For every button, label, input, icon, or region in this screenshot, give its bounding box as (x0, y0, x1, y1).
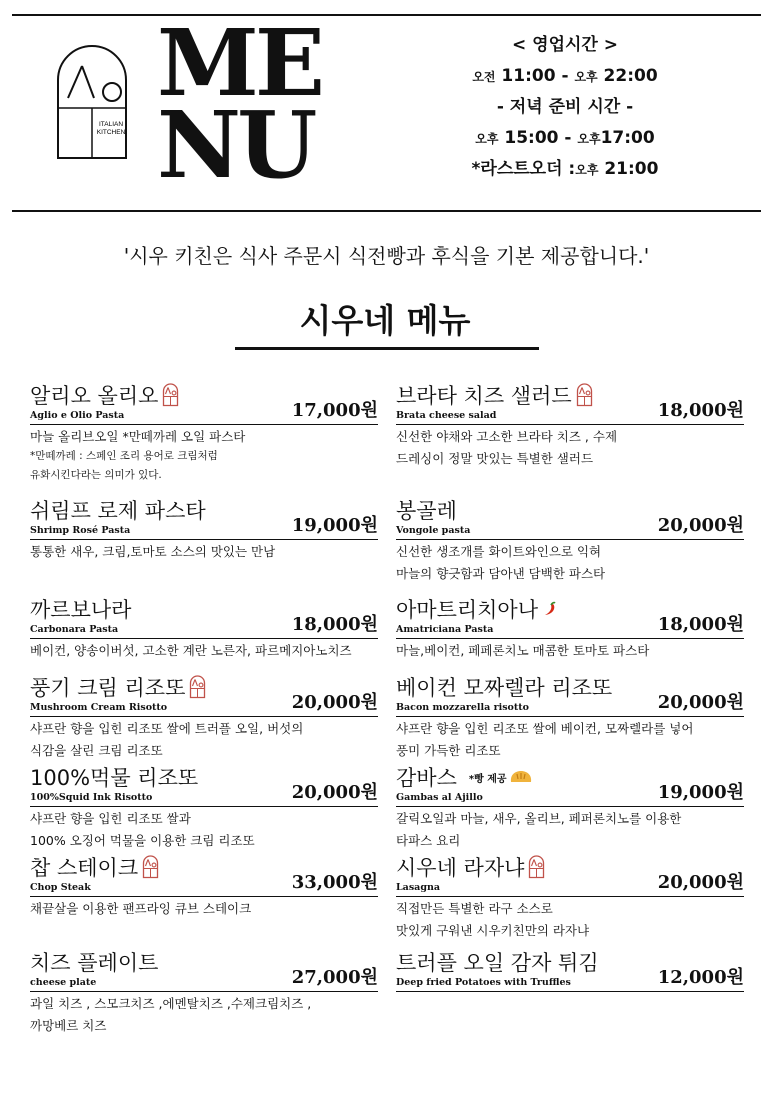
menu-item-description: 갈릭오일과 마늘, 새우, 올리브, 페퍼론치노를 이용한 (396, 811, 682, 826)
menu-item-price: 27,000원 (291, 967, 378, 988)
menu-item-name: 알리오 올리오 (30, 380, 179, 410)
menu-item-rule (396, 638, 744, 639)
menu-item-header (30, 493, 378, 536)
menu-item-header (396, 592, 744, 635)
menu-item-price: 19,000원 (657, 782, 744, 803)
menu-item-english-name: Amatriciana Pasta (396, 624, 494, 635)
menu-item-header (30, 760, 378, 803)
menu-item-price: 20,000원 (657, 515, 744, 536)
menu-item-header (30, 378, 378, 421)
siwoo-stamp-icon (142, 855, 159, 879)
menu-item (30, 760, 378, 851)
last-order: *라스트오더 :오후 21:00 (471, 159, 659, 179)
menu-item (396, 493, 744, 584)
business-hours (445, 30, 685, 185)
menu-item-header (396, 670, 744, 713)
menu-item-rule (396, 716, 744, 717)
menu-item-name: 베이컨 모짜렐라 리조또 (396, 676, 613, 700)
menu-item-name: 시우네 라자냐 (396, 852, 545, 882)
section-title-underline (235, 347, 539, 350)
menu-item-header (396, 850, 744, 893)
menu-item-header (396, 493, 744, 536)
menu-item-name: 아마트리치아나 (396, 594, 558, 624)
menu-item-description: 베이컨, 양송이버섯, 고소한 계란 노른자, 파르메지아노치즈 (30, 643, 352, 658)
menu-item-price: 20,000원 (291, 782, 378, 803)
menu-item-description: 과일 치즈 , 스모크치즈 ,에멘탈치즈 ,수제크림치즈 , (30, 996, 312, 1011)
menu-item-description: 신선한 생조개를 화이트와인으로 익혀 (396, 544, 602, 559)
menu-item (30, 850, 378, 919)
siwoo-logo-icon (54, 42, 130, 162)
menu-item-price: 18,000원 (657, 614, 744, 635)
menu-item-name: 치즈 플레이트 (30, 951, 159, 975)
menu-item-english-name: cheese plate (30, 977, 97, 988)
menu-item-price: 33,000원 (291, 872, 378, 893)
break-hours: 오후 15:00 - 오후17:00 (475, 128, 655, 148)
menu-item-description: 100% 오징어 먹물을 이용한 크림 리조또 (30, 833, 255, 848)
menu-item-rule (30, 539, 378, 540)
logo-text-italian: ITALIAN (98, 121, 124, 128)
menu-item-note: *만떼까레 : 스페인 조리 용어로 크림처럼 (30, 450, 218, 462)
menu-item-description: 채끝살을 이용한 팬프라잉 큐브 스테이크 (30, 901, 252, 916)
menu-item-rule (30, 991, 378, 992)
menu-item-english-name: Vongole pasta (396, 525, 471, 536)
menu-item-description: 직접만든 특별한 라구 소스로 (396, 901, 553, 916)
menu-item-price: 19,000원 (291, 515, 378, 536)
menu-item (396, 378, 744, 469)
menu-item-header (396, 378, 744, 421)
menu-item-price: 17,000원 (291, 400, 378, 421)
logo-text-kitchen: KITCHEN (96, 129, 126, 136)
menu-item-name: 쉬림프 로제 파스타 (30, 499, 206, 523)
menu-item-english-name: Deep fried Potatoes with Truffles (396, 977, 571, 988)
menu-item-header (30, 945, 378, 988)
siwoo-stamp-icon (528, 855, 545, 879)
menu-item-description: 드레싱이 정말 맛있는 특별한 샐러드 (396, 451, 594, 466)
menu-item-description: 마늘,베이컨, 페페론치노 매콤한 토마토 파스타 (396, 643, 650, 658)
menu-item-rule (30, 896, 378, 897)
menu-item-description: 샤프란 향을 입힌 리조또 쌀에 베이컨, 모짜렐라를 넣어 (396, 721, 694, 736)
siwoo-stamp-icon (162, 383, 179, 407)
open-hours: 오전 11:00 - 오후 22:00 (472, 66, 658, 86)
menu-title-line1: ME (157, 9, 321, 117)
menu-item-rule (396, 539, 744, 540)
menu-item-rule (30, 424, 378, 425)
menu-item-price: 12,000원 (657, 967, 744, 988)
menu-item-description: 신선한 야채와 고소한 브라타 치즈 , 수제 (396, 429, 618, 444)
menu-item-description: 맛있게 구워낸 시우키친만의 라자냐 (396, 923, 590, 938)
top-rule (12, 14, 761, 16)
menu-item-rule (396, 896, 744, 897)
menu-item (30, 592, 378, 661)
menu-item-rule (396, 424, 744, 425)
break-heading: - 저녁 준비 시간 - (496, 97, 634, 117)
menu-item-description: 까망베르 치즈 (30, 1018, 107, 1033)
menu-title (157, 9, 337, 199)
menu-item-english-name: Brata cheese salad (396, 410, 497, 421)
menu-item-name: 풍기 크림 리조또 (30, 672, 206, 702)
menu-item-header (396, 945, 744, 988)
menu-item-rule (30, 638, 378, 639)
menu-item-note: 유화시킨다라는 의미가 있다. (30, 469, 162, 481)
menu-item (30, 945, 378, 1036)
chili-pepper-icon (542, 601, 558, 617)
menu-item (396, 592, 744, 661)
menu-item (396, 670, 744, 761)
menu-item-header (396, 760, 744, 803)
siwoo-stamp-icon (189, 675, 206, 699)
menu-item-price: 20,000원 (657, 692, 744, 713)
menu-item-name: 100%먹물 리조또 (30, 766, 199, 790)
menu-item-rule (30, 716, 378, 717)
menu-item-price: 18,000원 (291, 614, 378, 635)
menu-item-english-name: Chop Steak (30, 882, 91, 893)
logo (54, 42, 130, 162)
menu-item-name: 까르보나라 (30, 598, 132, 622)
menu-item-english-name: Gambas al Ajillo (396, 792, 483, 803)
menu-item-name: 트러플 오일 감자 튀김 (396, 951, 599, 975)
menu-item-name: 브라타 치즈 샐러드 (396, 380, 593, 410)
menu-item-price: 18,000원 (657, 400, 744, 421)
menu-item-english-name: Carbonara Pasta (30, 624, 119, 635)
header-bottom-rule (12, 210, 761, 212)
menu-item-name: 찹 스테이크 (30, 852, 159, 882)
menu-item-name: 감바스 *빵 제공 (396, 762, 533, 792)
section-title: 시우네 메뉴 (299, 301, 471, 340)
menu-item-description: 타파스 요리 (396, 833, 461, 848)
menu-item-english-name: Mushroom Cream Risotto (30, 702, 168, 713)
menu-item (30, 493, 378, 562)
menu-item-rule (396, 806, 744, 807)
menu-item-english-name: Shrimp Rosé Pasta (30, 525, 131, 536)
menu-item-description: 마늘 올리브오일 *만떼까레 오일 파스타 (30, 429, 246, 444)
menu-item-header (30, 592, 378, 635)
menu-item-description: 풍미 가득한 리조또 (396, 743, 501, 758)
menu-item-english-name: Bacon mozzarella risotto (396, 702, 529, 713)
menu-item (30, 670, 378, 761)
menu-item-rule (396, 991, 744, 992)
menu-item (30, 378, 378, 485)
siwoo-stamp-icon (576, 383, 593, 407)
menu-item (396, 760, 744, 851)
menu-item-header (30, 670, 378, 713)
menu-item-english-name: 100%Squid Ink Risotto (30, 792, 153, 803)
menu-item-price: 20,000원 (657, 872, 744, 893)
menu-item-price: 20,000원 (291, 692, 378, 713)
menu-item-rule (30, 806, 378, 807)
service-notice: '시우 키친은 식사 주문시 식전빵과 후식을 기본 제공합니다.' (123, 244, 650, 268)
side-note: *빵 제공 (469, 770, 533, 785)
menu-item-header (30, 850, 378, 893)
menu-item (396, 945, 744, 992)
menu-item (396, 850, 744, 941)
menu-item-english-name: Lasagna (396, 882, 441, 893)
menu-item-description: 마늘의 향긋함과 담아낸 담백한 파스타 (396, 566, 606, 581)
menu-item-english-name: Aglio e Olio Pasta (30, 410, 125, 421)
menu-item-description: 샤프란 향을 입힌 리조또 쌀에 트러플 오일, 버섯의 (30, 721, 304, 736)
menu-item-description: 샤프란 향을 입힌 리조또 쌀과 (30, 811, 191, 826)
menu-item-name: 봉골레 (396, 499, 457, 523)
bread-icon (509, 770, 533, 784)
menu-item-description: 통통한 새우, 크림,토마토 소스의 맛있는 만남 (30, 544, 276, 559)
menu-title-line2: NU (157, 91, 314, 199)
menu-item-description: 식감을 살린 크림 리조또 (30, 743, 163, 758)
hours-heading: < 영업시간 > (511, 35, 618, 55)
